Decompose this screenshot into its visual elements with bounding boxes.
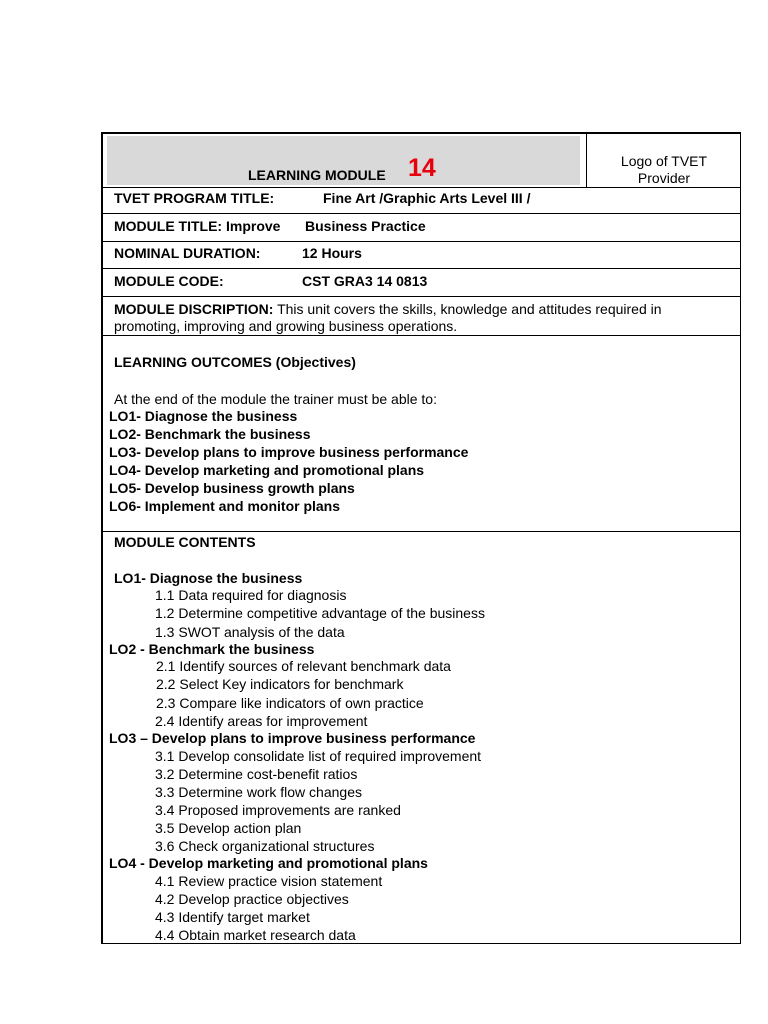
program-title-value: Fine Art /Graphic Arts Level III /: [323, 190, 531, 206]
learning-outcomes-heading: LEARNING OUTCOMES (Objectives): [114, 354, 356, 370]
module-title-label: MODULE TITLE: Improve: [114, 218, 281, 234]
nominal-duration-value: 12 Hours: [302, 245, 362, 261]
logo-text-line1: Logo of TVET: [620, 153, 708, 169]
content-lo2-heading: LO2 - Benchmark the business: [109, 641, 315, 657]
outcome-item: LO3- Develop plans to improve business performance: [109, 444, 469, 460]
content-item: 4.2 Develop practice objectives: [155, 891, 349, 907]
content-item: 3.4 Proposed improvements are ranked: [155, 802, 401, 818]
outcome-item: LO2- Benchmark the business: [109, 426, 311, 442]
outcome-item: LO5- Develop business growth plans: [109, 480, 355, 496]
module-description-text: This unit covers the skills, knowledge and attitudes required in: [273, 301, 662, 317]
program-title-label: TVET PROGRAM TITLE:: [114, 190, 275, 206]
row-divider: [103, 241, 740, 242]
outcome-item: LO4- Develop marketing and promotional plans: [109, 462, 425, 478]
row-divider: [103, 268, 740, 269]
outcome-item: LO1- Diagnose the business: [109, 408, 298, 424]
row-divider: [103, 335, 740, 336]
content-item: 3.5 Develop action plan: [155, 820, 302, 836]
module-code-label: MODULE CODE:: [114, 273, 224, 289]
content-item: 4.4 Obtain market research data: [155, 927, 356, 943]
logo-text-line2: Provider: [637, 170, 691, 186]
header-divider: [586, 134, 587, 187]
content-item: 1.3 SWOT analysis of the data: [155, 624, 345, 640]
content-item: 4.1 Review practice vision statement: [155, 873, 383, 889]
module-code-value: CST GRA3 14 0813: [302, 273, 428, 289]
module-description-line2: promoting, improving and growing business operations.: [114, 318, 458, 334]
content-item: 2.3 Compare like indicators of own practice: [156, 695, 424, 711]
module-contents-heading: MODULE CONTENTS: [114, 534, 256, 550]
module-description-line1: [114, 301, 662, 317]
row-divider: [103, 296, 740, 297]
content-lo1-heading: LO1- Diagnose the business: [114, 570, 303, 586]
content-item: 1.2 Determine competitive advantage of the business: [155, 605, 485, 621]
content-item: 3.3 Determine work flow changes: [155, 784, 362, 800]
logo-placeholder: [590, 153, 738, 187]
content-item: 2.1 Identify sources of relevant benchmark data: [156, 658, 451, 674]
nominal-duration-label: NOMINAL DURATION:: [114, 245, 261, 261]
learning-outcomes-intro: At the end of the module the trainer must be able to:: [114, 391, 437, 407]
content-lo3-heading: LO3 – Develop plans to improve business performance: [109, 730, 476, 746]
content-item: 2.4 Identify areas for improvement: [155, 713, 368, 729]
content-item: 3.2 Determine cost-benefit ratios: [155, 766, 358, 782]
module-description-label: MODULE DISCRIPTION:: [114, 301, 274, 317]
row-divider: [103, 187, 740, 188]
content-item: 1.1 Data required for diagnosis: [155, 587, 347, 603]
module-number: 14: [408, 154, 436, 182]
content-item: 3.6 Check organizational structures: [155, 838, 375, 854]
content-item: 4.3 Identify target market: [155, 909, 310, 925]
content-lo4-heading: LO4 - Develop marketing and promotional plans: [109, 855, 428, 871]
outcome-item: LO6- Implement and monitor plans: [109, 498, 341, 514]
module-title-value: Business Practice: [305, 218, 426, 234]
content-item: 3.1 Develop consolidate list of required improvement: [155, 748, 482, 764]
content-item: 2.2 Select Key indicators for benchmark: [156, 676, 404, 692]
row-divider: [103, 213, 740, 214]
row-divider: [103, 531, 740, 532]
learning-module-label: LEARNING MODULE: [248, 167, 386, 183]
